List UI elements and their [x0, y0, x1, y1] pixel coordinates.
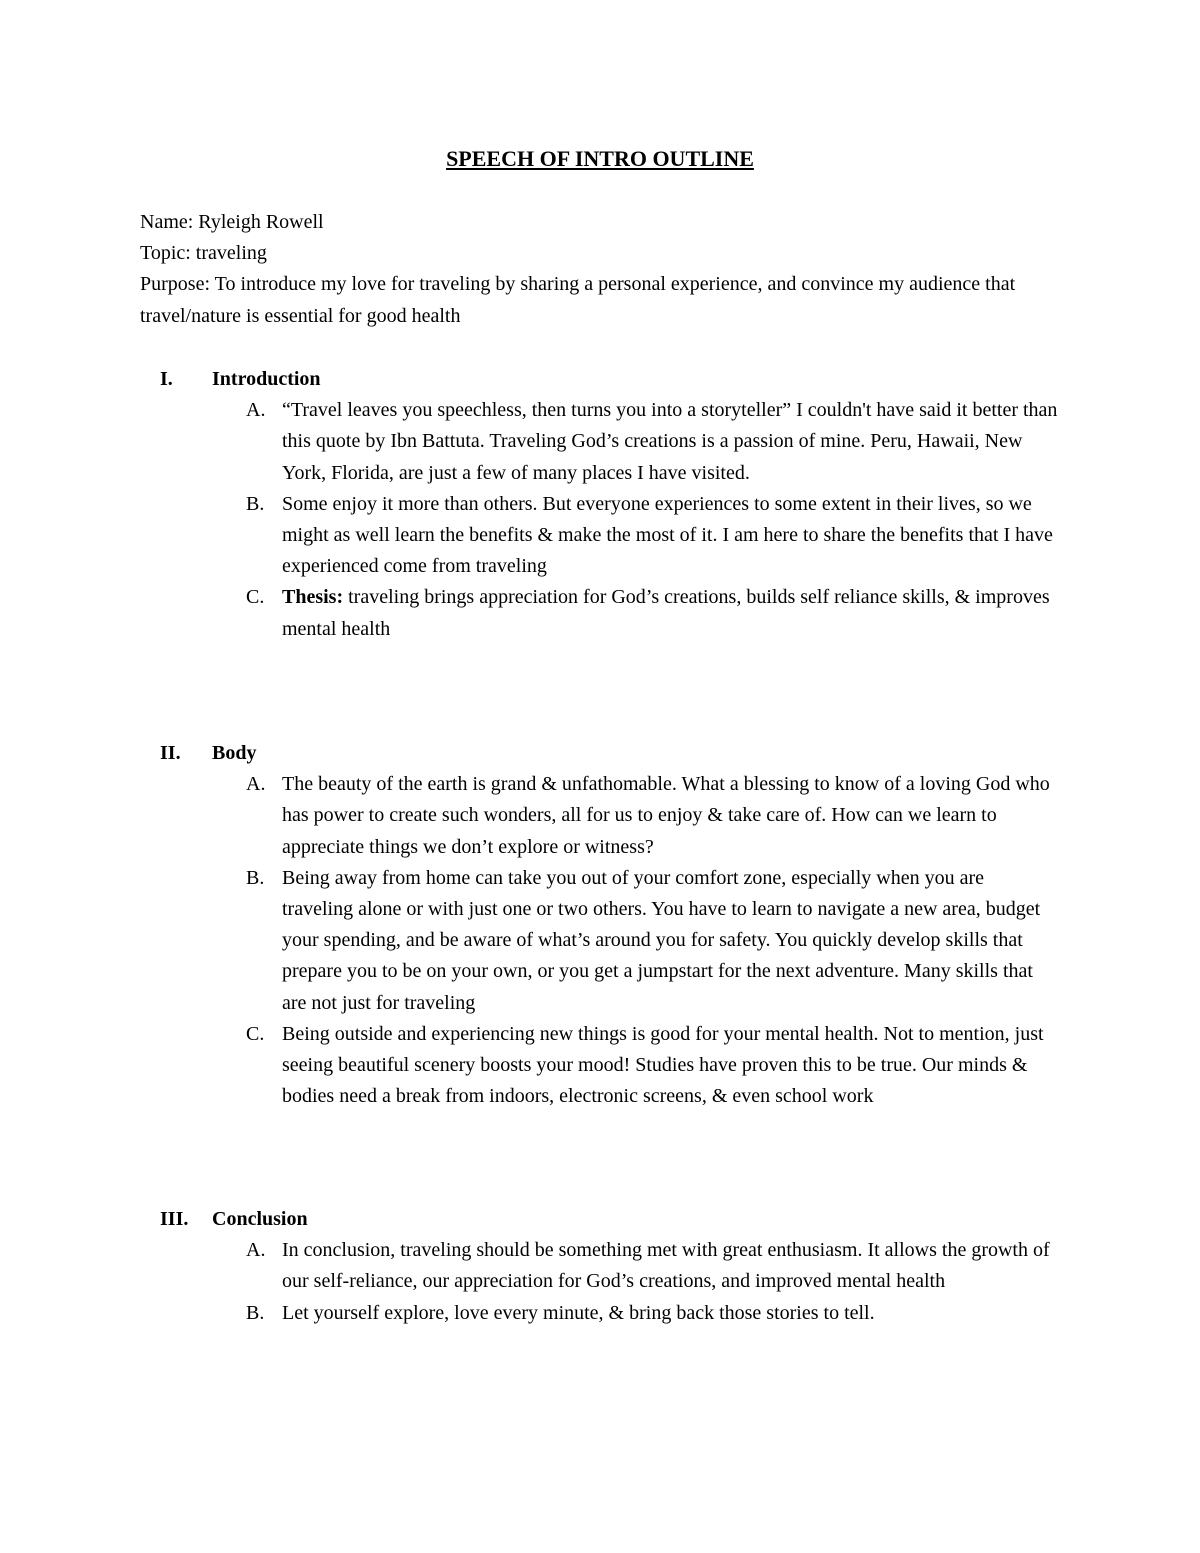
page-title: SPEECH OF INTRO OUTLINE — [446, 146, 754, 171]
item-letter: B. — [246, 1301, 265, 1324]
outline-item — [140, 863, 1058, 1019]
outline-item — [140, 395, 1058, 489]
item-text: Being outside and experiencing new things is good for your mental health. Not to mention, just seeing beautiful scenery boosts your mood! Studies have proven this to be true. Our minds & bodies need a break from indoors, electronic screens, & even school work — [282, 1022, 1044, 1108]
purpose-line: Purpose: To introduce my love for traveling by sharing a personal experience, and convince my audience that travel/nature is essential for good health — [140, 273, 1016, 327]
thesis-label: Thesis: — [282, 586, 344, 609]
outline-item — [140, 1235, 1058, 1297]
outline-item — [140, 1298, 1058, 1329]
name-line: Name: Ryleigh Rowell — [140, 211, 324, 233]
section-numeral: I. — [160, 368, 173, 390]
section-heading — [140, 364, 1070, 395]
section-body — [140, 738, 1070, 1112]
item-text: “Travel leaves you speechless, then turns you into a storyteller” I couldn't have said it better than this quote by Ibn Battuta. Traveling God’s creations is a passion of mine. Peru, Hawaii, New York, Florida, are just a few of many places I have visited. — [282, 399, 1058, 484]
item-text: Let yourself explore, love every minute, & bring back those stories to tell. — [282, 1301, 875, 1324]
item-text: Some enjoy it more than others. But everyone experiences to some extent in their lives, so we might as well learn the benefits & make the most of it. I am here to share the benefits that I have experienced come from traveling — [282, 492, 1053, 578]
item-text: Being away from home can take you out of your comfort zone, especially when you are traveling alone or with just one or two others. You have to learn to navigate a new area, budget your spending, and be aware of what’s around you for safety. You quickly develop skills that prepare you to be on your own, or you get a jumpstart for the next adventure. Many skills that are not just for traveling — [282, 866, 1041, 1014]
item-letter: A. — [246, 399, 266, 422]
section-heading — [140, 738, 1070, 769]
outline-item — [140, 582, 1058, 644]
outline-item — [140, 1019, 1058, 1113]
section-introduction — [140, 364, 1070, 645]
item-letter: C. — [246, 1022, 265, 1045]
section-title: Introduction — [212, 368, 321, 390]
item-letter: C. — [246, 586, 265, 609]
topic-line: Topic: traveling — [140, 242, 267, 265]
section-conclusion — [140, 1204, 1070, 1329]
outline-meta — [140, 207, 1070, 332]
item-text: In conclusion, traveling should be something met with great enthusiasm. It allows the growth of our self-reliance, our appreciation for God’s creations, and improved mental health — [282, 1239, 1050, 1293]
item-letter: A. — [246, 1239, 266, 1262]
section-title: Conclusion — [212, 1208, 308, 1230]
item-text: The beauty of the earth is grand & unfathomable. What a blessing to know of a loving God who has power to create such wonders, all for us to enjoy & take care of. How can we learn to appreciate things we don’t explore or witness? — [282, 773, 1050, 858]
item-letter: B. — [246, 492, 265, 515]
section-numeral: II. — [160, 742, 181, 764]
item-letter: A. — [246, 773, 266, 796]
section-numeral: III. — [160, 1208, 189, 1230]
section-heading — [140, 1204, 1070, 1235]
item-letter: B. — [246, 866, 265, 889]
outline-item — [140, 769, 1058, 863]
item-text: traveling brings appreciation for God’s creations, builds self reliance skills, & improves mental health — [282, 586, 1050, 640]
section-title: Body — [212, 742, 257, 764]
outline-item — [140, 489, 1058, 583]
